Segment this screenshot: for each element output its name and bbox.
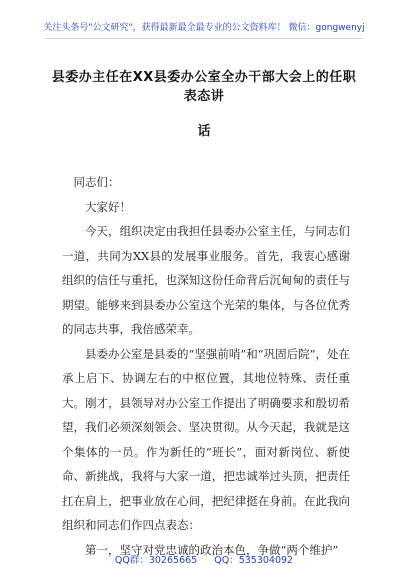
footer-qq: QQ：535304092 bbox=[214, 555, 294, 566]
document-title-continuation: 话 bbox=[197, 124, 211, 139]
salutation: 同志们： bbox=[73, 175, 120, 189]
greeting: 大家好！ bbox=[85, 199, 131, 214]
footer-qq-group: QQ群：30265665 bbox=[114, 555, 198, 566]
header-divider bbox=[45, 38, 363, 39]
paragraph-3: 第一，坚守对党忠诚的政治本色，争做“两个维护” bbox=[85, 542, 339, 557]
header-notice: 关注头条号"公文研究"，获得最新最全最专业的公文资料库！ 微信：gongwenyj bbox=[43, 23, 365, 33]
document-title: 县委办主任在XX县委办公室全办干部大会上的任职表态讲 bbox=[51, 70, 357, 104]
paragraph-2: 县委办公室是县委的“坚强前哨”和“巩固后院”，处在承上启下、协调左右的中枢位置，其地位特殊、责任重大。刚才，县领导对办公室工作提出了明确要求和殷切希望，我们必须深刻领会、坚决贯彻。从今天起，我就是这个集体的一员。作为新任的“班长”，面对新岗位、新使命、新挑战，我将与大家一道，把忠诚举过头顶，把责任扛在肩上，把事业放在心间，把纪律挺在身前。在此我向组织和同志们作四点表态： bbox=[62, 346, 351, 532]
document-body bbox=[62, 170, 350, 562]
paragraph-1: 今天，组织决定由我担任县委办公室主任，与同志们一道，共同为XX县的发展事业服务。首先，我衷心感谢组织的信任与重托，也深知这份任命背后沉甸甸的责任与期望。能够来到县委办公室这个光荣的集体，与各位优秀的同志共事，我倍感荣幸。 bbox=[62, 224, 350, 336]
footer-contacts bbox=[0, 552, 408, 566]
